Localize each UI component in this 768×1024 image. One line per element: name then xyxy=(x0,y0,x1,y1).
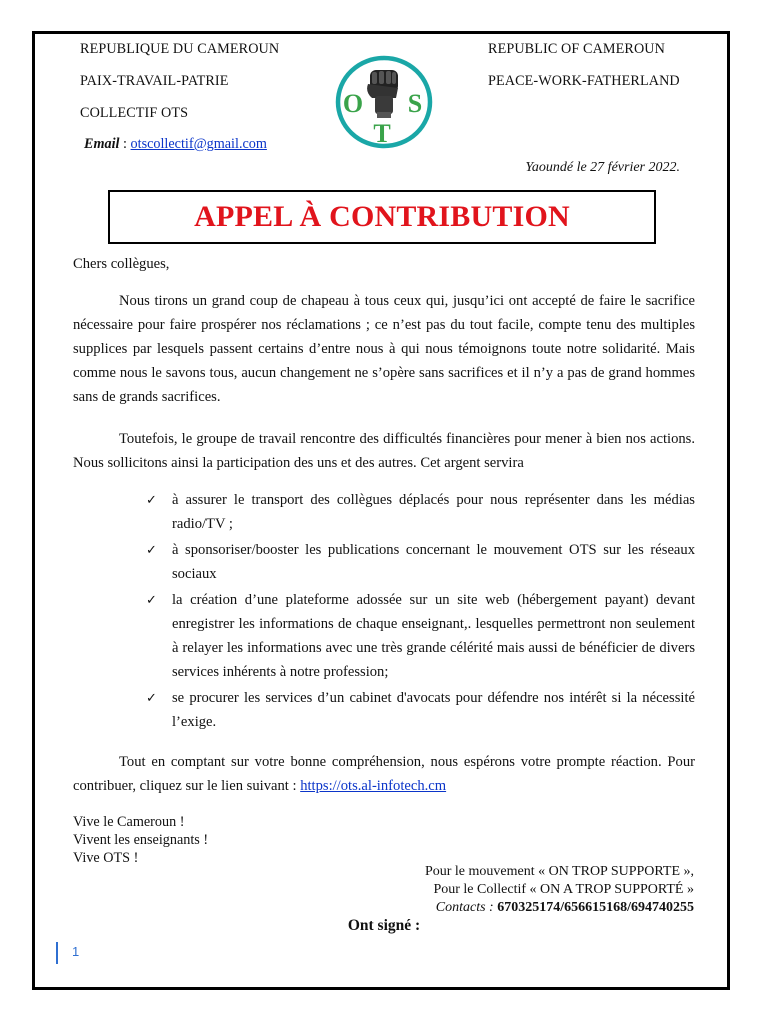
greeting: Chers collègues, xyxy=(73,256,170,272)
check-mark-icon: ✓ xyxy=(146,492,157,507)
check-mark-icon: ✓ xyxy=(146,690,157,705)
motto-fr: PAIX-TRAVAIL-PATRIE xyxy=(80,73,229,89)
contacts-label: Contacts : xyxy=(435,900,494,915)
slogan-1: Vive le Cameroun ! xyxy=(73,814,185,830)
republic-en-title: REPUBLIC OF CAMEROUN xyxy=(488,41,666,57)
page-number: 1 xyxy=(72,944,80,959)
checklist xyxy=(146,488,695,736)
signature-line-2: Pour le Collectif « ON A TROP SUPPORTÉ » xyxy=(433,882,694,897)
page-title: APPEL À CONTRIBUTION xyxy=(194,200,570,233)
contribution-link[interactable]: https://ots.al-infotech.cm xyxy=(300,778,447,794)
list-item xyxy=(146,488,695,536)
list-item-text: à assurer le transport des collègues déplacés pour nous représenter dans les médias radio/TV ; xyxy=(172,492,695,532)
closing-text: Tout en comptant sur votre bonne compréhension, nous espérons votre prompte réaction. Pour contribuer, cliquez sur le lien suivant : xyxy=(73,754,695,794)
collectif-name: COLLECTIF OTS xyxy=(80,105,189,121)
signed-heading: Ont signé : xyxy=(347,917,421,934)
page-number-bar xyxy=(56,942,58,964)
republic-fr-title: REPUBLIQUE DU CAMEROUN xyxy=(80,41,280,57)
motto-en: PEACE-WORK-FATHERLAND xyxy=(488,73,680,89)
list-item-text: la création d’une plateforme adossée sur un site web (hébergement payant) devant enregistrer les informations de chaque enseignant,. lesquelles permettront non seulement à relayer les informations avec une très grande célérité mais aussi de bénéficier de divers services inhérents à notre profession; xyxy=(172,592,695,680)
paragraph-2: Toutefois, le groupe de travail rencontre des difficultés financières pour mener à bien nos actions. Nous sollicitons ainsi la participation des uns et des autres. Cet argent servira xyxy=(73,431,695,471)
contacts-line xyxy=(436,899,694,917)
email-line xyxy=(84,136,267,153)
email-label: Email xyxy=(84,136,120,152)
ots-logo xyxy=(334,54,434,150)
date-line: Yaoundé le 27 février 2022. xyxy=(525,160,680,175)
list-item xyxy=(146,538,695,586)
check-mark-icon: ✓ xyxy=(146,542,157,557)
slogan-3: Vive OTS ! xyxy=(73,850,139,866)
title-box xyxy=(108,190,656,244)
paragraph-1: Nous tirons un grand coup de chapeau à tous ceux qui, jusqu’ici ont accepté de faire le sacrifice nécessaire pour faire prospérer nos réclamations ; ce n’est pas du tout facile, compte tenu des multiples supplices par lesquels passent certains d’entre nous à qui nous témoignons toute notre solidarité. Mais comme nous le savons tous, aucun changement ne s’opère sans sacrifices et il n’y a pas de grand hommes sans de grands sacrifices. xyxy=(73,293,695,405)
logo-letter-t: T xyxy=(373,119,391,148)
check-mark-icon: ✓ xyxy=(146,592,157,607)
email-link[interactable]: otscollectif@gmail.com xyxy=(130,136,267,152)
list-item-text: à sponsoriser/booster les publications concernant le mouvement OTS sur les réseaux sociaux xyxy=(172,542,695,582)
ots-logo-graphic xyxy=(334,54,434,150)
list-item-text: se procurer les services d’un cabinet d'avocats pour défendre nos intérêt si la nécessité l’exige. xyxy=(172,690,695,730)
slogan-2: Vivent les enseignants ! xyxy=(73,832,209,848)
logo-letter-o: O xyxy=(342,89,364,118)
contacts-numbers: 670325174/656615168/694740255 xyxy=(497,900,694,915)
closing-paragraph xyxy=(73,750,695,798)
list-item xyxy=(146,686,695,734)
list-item xyxy=(146,588,695,684)
logo-letter-s: S xyxy=(407,89,423,118)
email-separator: : xyxy=(119,136,131,152)
signature-line-1: Pour le mouvement « ON TROP SUPPORTE », xyxy=(424,864,694,879)
